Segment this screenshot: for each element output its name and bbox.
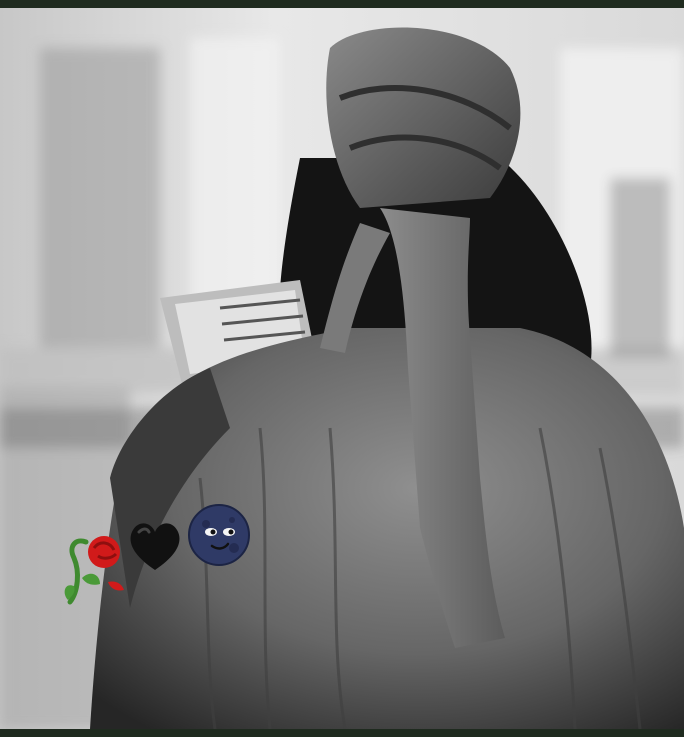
wilted-rose-icon: [60, 530, 130, 610]
photo: [0, 8, 684, 729]
photo-illustration: [0, 8, 684, 729]
black-heart-icon: [125, 518, 185, 574]
emoji-row: [60, 500, 260, 610]
new-moon-face-icon: [188, 504, 250, 566]
